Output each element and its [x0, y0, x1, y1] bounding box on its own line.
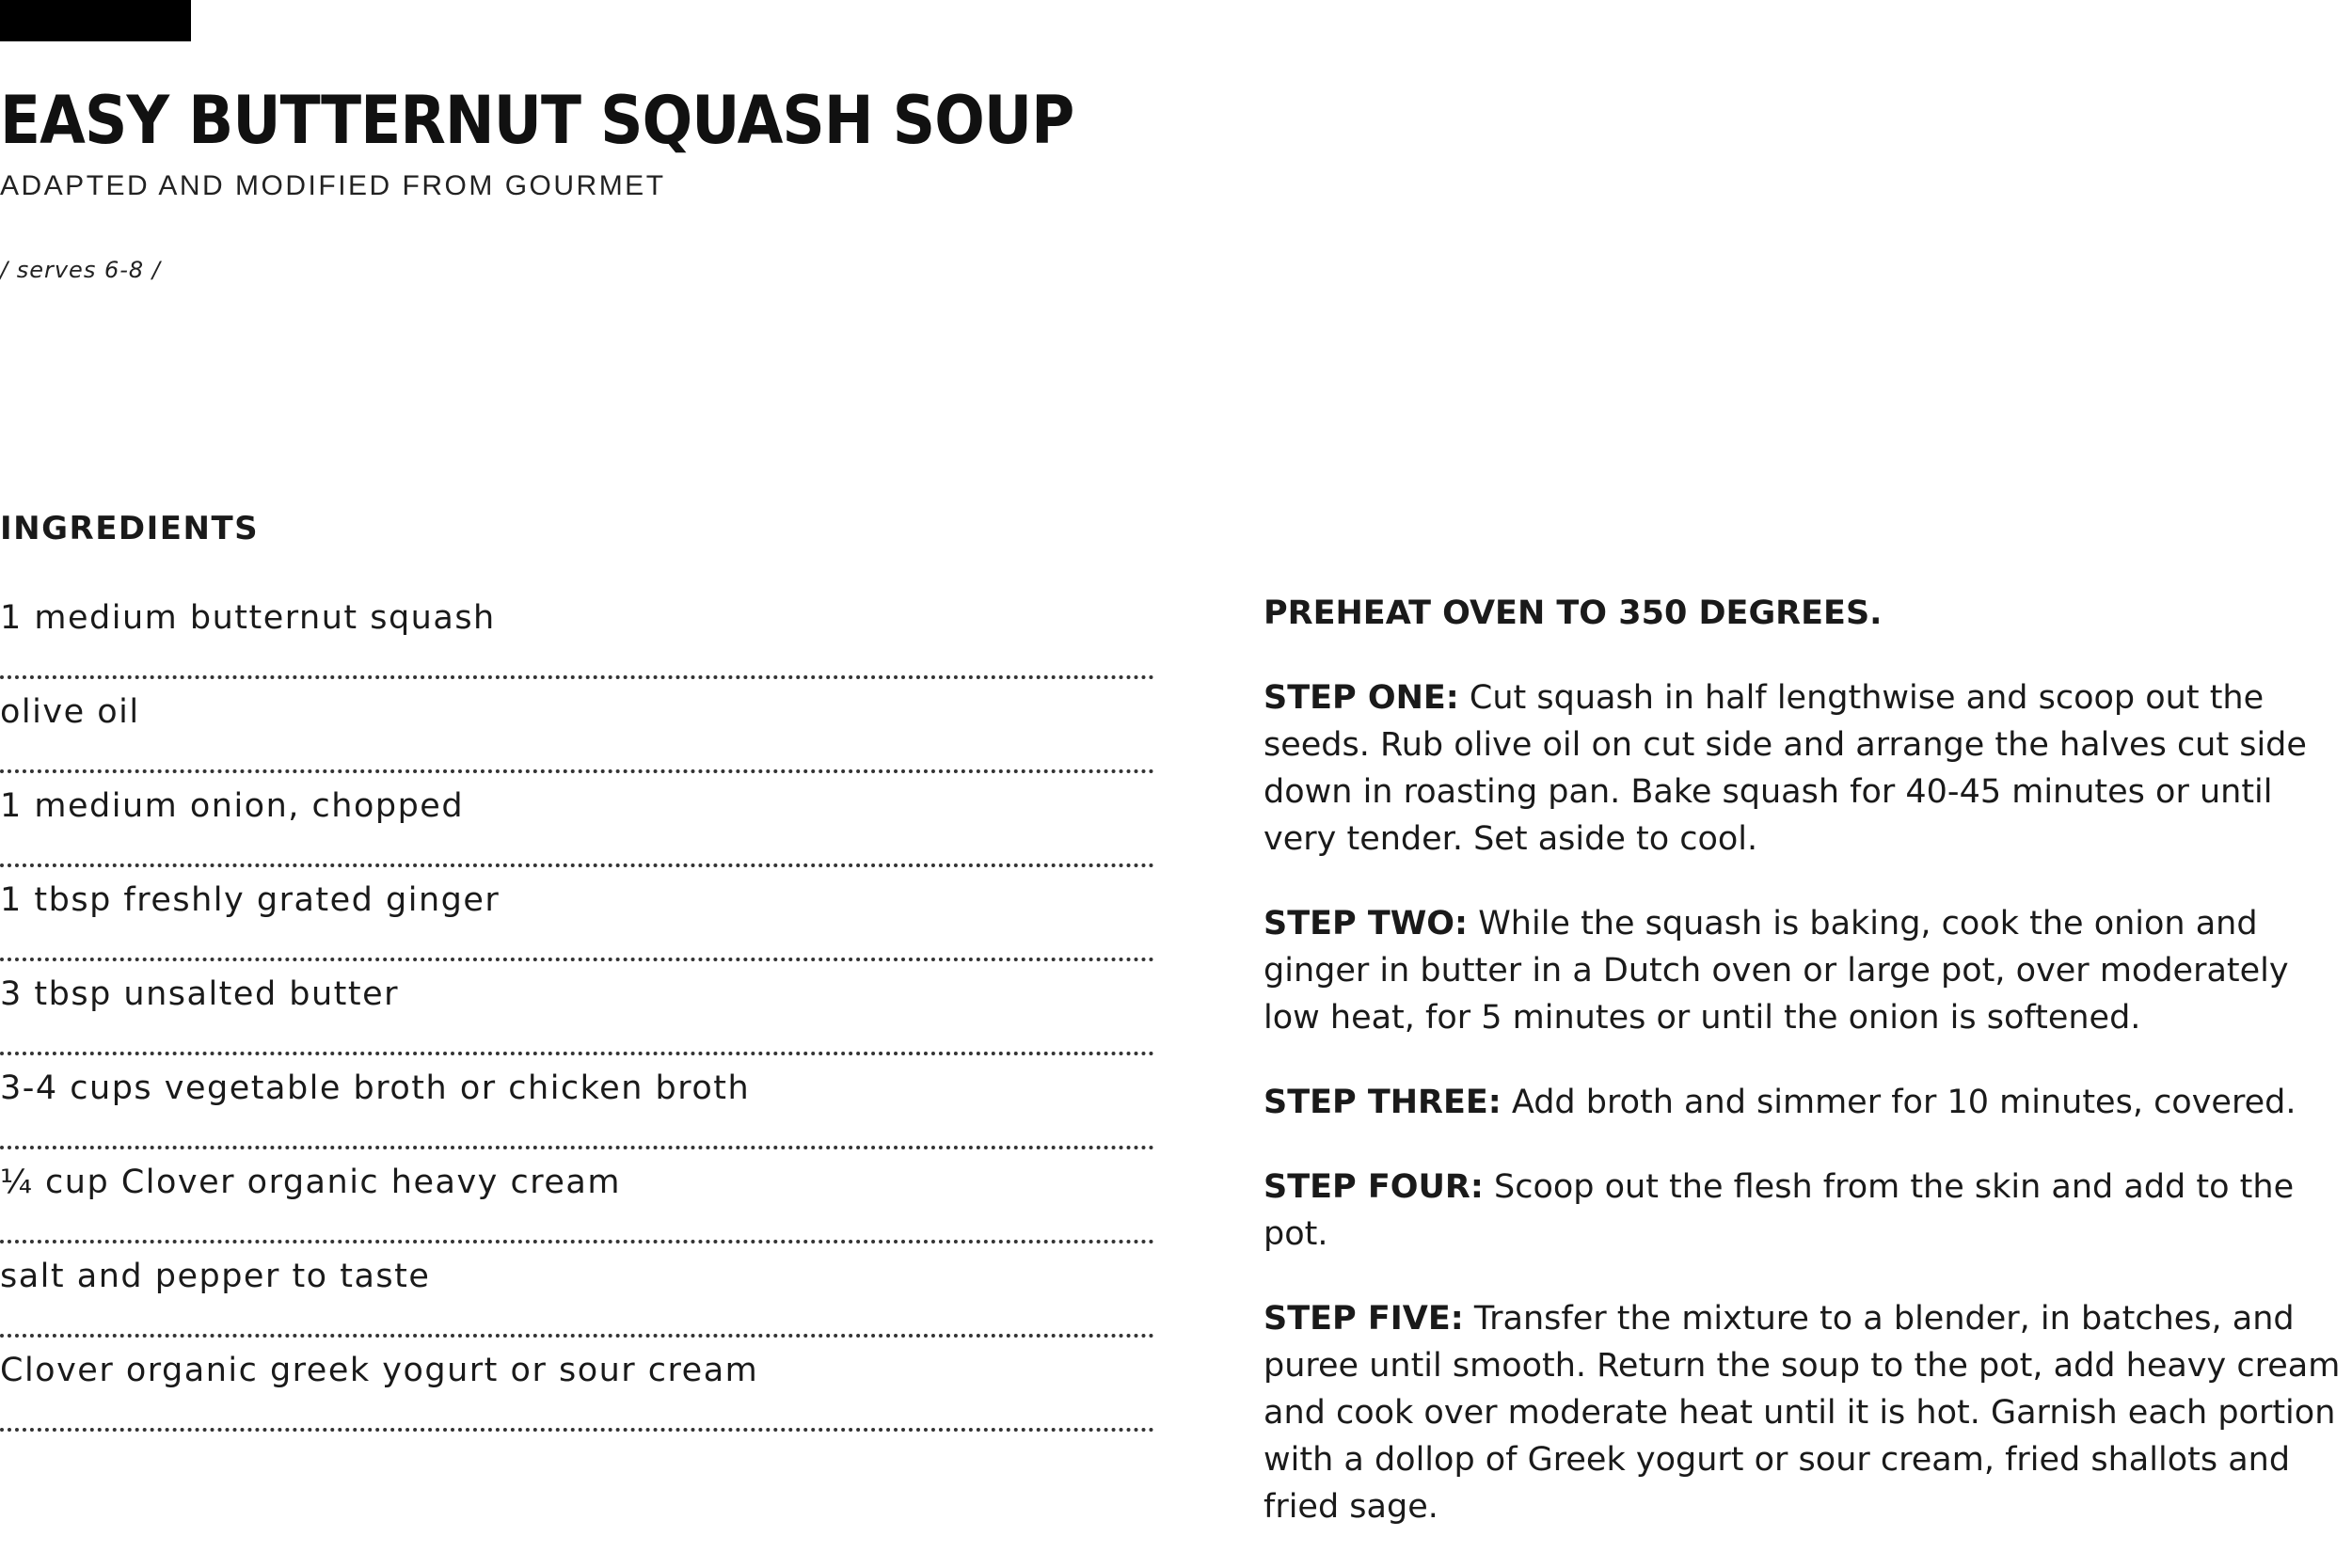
step-one-label: STEP ONE: [1263, 679, 1459, 717]
step-two-label: STEP TWO: [1263, 905, 1469, 942]
ingredients-heading: INGREDIENTS [0, 510, 260, 547]
step-two-text: While the squash is baking, cook the onion and ginger in butter in a Dutch oven or large pot, over moderately low heat, for 5 minutes or until the onion is softened. [1263, 905, 2289, 1037]
ingredient-item: olive oil [0, 679, 1154, 773]
header-accent-bar [0, 0, 191, 41]
recipe-subtitle: ADAPTED AND MODIFIED FROM GOURMET [0, 170, 666, 201]
step-five [1263, 1295, 2352, 1530]
ingredient-item: 1 medium onion, chopped [0, 773, 1154, 867]
ingredient-item: salt and pepper to taste [0, 1243, 1154, 1338]
directions [1263, 590, 2352, 1568]
ingredient-item: 1 medium butternut squash [0, 585, 1154, 679]
ingredient-item: 3-4 cups vegetable broth or chicken broth [0, 1055, 1154, 1149]
recipe-title: EASY BUTTERNUT SQUASH SOUP [0, 82, 1074, 159]
ingredient-item: 3 tbsp unsalted butter [0, 961, 1154, 1055]
preheat-instruction: PREHEAT OVEN TO 350 DEGREES. [1263, 594, 1883, 632]
ingredient-item: 1 tbsp freshly grated ginger [0, 867, 1154, 961]
step-one [1263, 674, 2352, 863]
step-three-text: Add broth and simmer for 10 minutes, covered. [1501, 1084, 2296, 1121]
step-five-text: Transfer the mixture to a blender, in batches, and puree until smooth. Return the soup to the pot, add heavy cream and cook over moderate heat until it is hot. Garnish each portion with a dollop of Greek yogurt or sour cream, fried shallots and fried sage. [1263, 1300, 2341, 1526]
step-four [1263, 1164, 2352, 1258]
step-one-text: Cut squash in half lengthwise and scoop out the seeds. Rub olive oil on cut side and arrange the halves cut side down in roasting pan. Bake squash for 40-45 minutes or until very tender. Set aside to cool. [1263, 679, 2307, 858]
ingredient-item: Clover organic greek yogurt or sour cream [0, 1338, 1154, 1432]
step-three-label: STEP THREE: [1263, 1084, 1502, 1121]
step-three [1263, 1079, 2352, 1126]
ingredient-item: ¼ cup Clover organic heavy cream [0, 1149, 1154, 1243]
step-four-label: STEP FOUR: [1263, 1168, 1484, 1206]
step-four-text: Scoop out the flesh from the skin and add to the pot. [1263, 1168, 2295, 1253]
ingredients-list [0, 585, 1154, 1432]
step-two [1263, 900, 2352, 1041]
step-five-label: STEP FIVE: [1263, 1300, 1464, 1338]
servings-note: / serves 6-8 / [0, 257, 161, 283]
